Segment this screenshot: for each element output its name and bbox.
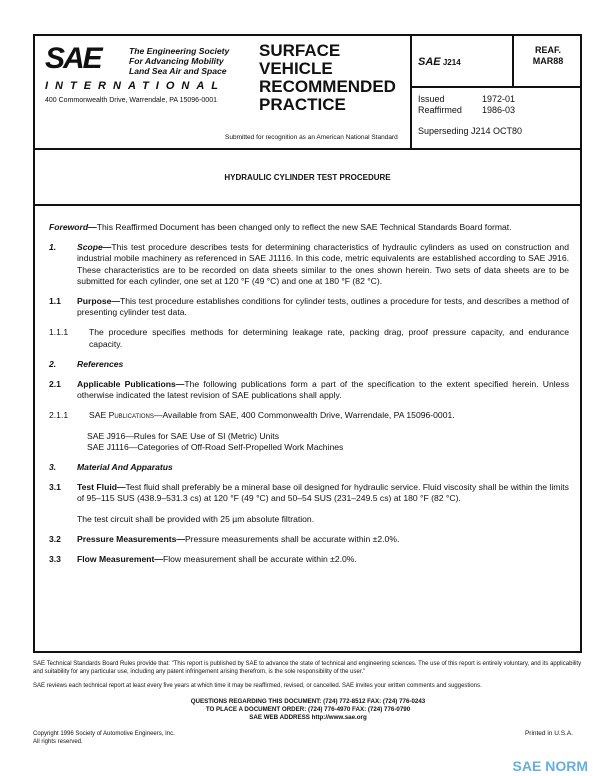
sae-logo-mark: SAE	[45, 42, 101, 75]
review-text: SAE reviews each technical report at least every five years at which time it may be reaffirmed, revised, or cancelled. SAE invites your written comments and suggestions.	[33, 683, 482, 689]
section-body: This test procedure establishes conditions for cylinder tests, outlines a procedure for tests, and describes a method of presenting cylinder test data.	[77, 296, 569, 318]
address: 400 Commonwealth Drive, Warrendale, PA 15096-0001	[45, 97, 217, 104]
section-body: This test procedure describes tests for determining characteristics of hydraulic cylinders as used on construction and industrial mobile machinery as referenced in SAE J1116. In this code, metric equivalents are established according to SAE J916. These characteristics are to be recorded on data sheets similar to the ones shown herein. Two sets of data sheets are to be submitted for each cylinder, one set at 120 °F (49 °C) and one at 180 °F (82 °C).	[77, 242, 569, 286]
section-body: The test circuit shall be provided with 25 µm absolute filtration.	[77, 513, 315, 524]
section-body: This Reaffirmed Document has been changed only to reflect the new SAE Technical Standards Board format.	[96, 222, 512, 232]
section-heading: Test Fluid—	[77, 482, 126, 493]
document-title: HYDRAULIC CYLINDER TEST PROCEDURE	[35, 150, 580, 206]
section-number: 3.2	[49, 533, 61, 544]
section-text	[89, 410, 569, 421]
doc-type	[259, 42, 396, 114]
section-heading: Applicable Publications—	[77, 379, 185, 390]
section-paragraph	[49, 327, 569, 349]
section-heading: References	[77, 358, 124, 369]
section-text	[77, 534, 569, 545]
copyright	[33, 730, 175, 746]
reference-list	[49, 431, 569, 453]
section-number: 2.1	[49, 379, 61, 390]
reaf-label: REAF.	[534, 45, 561, 55]
section-text	[77, 462, 569, 473]
doc-number	[418, 56, 461, 68]
section-number: 1.	[49, 242, 57, 253]
international-label: INTERNATIONAL	[45, 80, 226, 92]
printed-in: Printed in U.S.A.	[524, 730, 573, 737]
tagline-line: The Engineering Society	[129, 46, 230, 56]
section-body: Pressure measurements shall be accurate within ±2.0%.	[184, 533, 400, 544]
tagline-line: Land Sea Air and Space	[129, 66, 227, 76]
section-paragraph	[49, 514, 569, 525]
tagline-line: For Advancing Mobility	[129, 56, 224, 66]
section-paragraph	[49, 482, 569, 504]
section-body: Flow measurement shall be accurate within ±2.0%.	[162, 554, 357, 565]
section-body: The following publications form a part of the specification to the extent specified herein. Unless otherwise indicated the latest revision of SAE publications shall apply.	[77, 379, 570, 401]
section-paragraph	[49, 242, 569, 287]
section-body: Available from SAE, 400 Commonwealth Drive, Warrendale, PA 15096-0001.	[162, 410, 455, 421]
reaf-date: MAR88	[532, 56, 564, 66]
section-text	[77, 379, 569, 401]
section-text	[77, 554, 569, 565]
section-heading: Flow Measurement—	[77, 554, 163, 565]
section-text	[77, 514, 569, 525]
section-heading: Material And Apparatus	[77, 462, 173, 473]
sae-mark: SAE	[418, 56, 441, 68]
submitted-note: Submitted for recognition as an American National Standard	[225, 134, 398, 141]
rights-text: All rights reserved.	[33, 739, 83, 745]
section-paragraph	[49, 379, 569, 401]
section-text	[77, 359, 569, 370]
section-number: 3.3	[49, 554, 61, 565]
order-contact: TO PLACE A DOCUMENT ORDER: (724) 776-4970 FAX: (724) 776-0790	[205, 706, 411, 713]
section-number: 1.1	[49, 296, 61, 307]
footer	[33, 660, 583, 746]
section-number: 3.	[49, 462, 57, 473]
section-text	[77, 296, 569, 318]
policy-text: SAE Technical Standards Board Rules provide that: "This report is published by SAE to advance the state of technical and engineering sciences. The use of this report is entirely voluntary, and its applicability and suitability for any particular use, including any patent infringement arising therefrom, is the sole responsibility of the user."	[33, 661, 582, 675]
section-paragraph	[49, 462, 569, 473]
document-frame	[33, 34, 582, 653]
doc-type-line: VEHICLE	[259, 59, 333, 78]
dates	[412, 88, 580, 116]
section-heading: Purpose—	[77, 296, 120, 307]
society-tagline	[129, 46, 229, 76]
doc-type-line: PRACTICE	[259, 95, 346, 114]
doc-type-line: SURFACE	[259, 41, 341, 60]
doc-info	[410, 36, 580, 150]
section-paragraph	[49, 359, 569, 370]
section-heading: SAE Publications—	[89, 410, 163, 421]
section-heading: Foreword—	[49, 222, 97, 232]
section-number: 2.	[49, 358, 57, 369]
section-text	[77, 482, 569, 504]
doc-type-line: RECOMMENDED	[259, 77, 396, 96]
questions-contact: QUESTIONS REGARDING THIS DOCUMENT: (724) 772-8512 FAX: (724) 776-0243	[190, 698, 426, 705]
doc-number-text: J214	[442, 58, 461, 67]
section-paragraph	[49, 222, 569, 233]
section-body: The procedure specifies methods for determining leakage rate, packing drag, proof pressure capacity, and endurance capacity.	[89, 327, 569, 349]
issued-date: 1972-01	[482, 94, 516, 104]
section-number	[49, 514, 77, 525]
section-number: 2.1.1	[49, 410, 69, 421]
section-paragraph	[49, 534, 569, 545]
copyright-text: Copyright 1996 Society of Automotive Engineers, Inc.	[33, 731, 175, 737]
reaf-box	[512, 36, 582, 86]
section-heading: Pressure Measurements—	[77, 533, 185, 544]
section-paragraph	[49, 554, 569, 565]
reaffirmed-date: 1986-03	[482, 105, 516, 115]
section-heading: Scope—	[77, 242, 112, 253]
document-body	[49, 222, 569, 574]
section-text	[77, 242, 569, 287]
sae-logo	[45, 44, 255, 114]
section-number: 1.1.1	[49, 327, 69, 338]
section-text	[89, 327, 569, 349]
reference-item: SAE J1116—Categories of Off-Road Self-Propelled Work Machines	[87, 441, 344, 452]
reaffirmed-label: Reaffirmed	[418, 105, 462, 115]
supersedes: Superseding J214 OCT80	[418, 126, 523, 136]
issued-label: Issued	[418, 94, 445, 104]
section-body: Test fluid shall preferably be a mineral base oil designed for hydraulic service. Fluid viscosity shall be within the limits of 95–115 SUS (438.9–531.3 cs) at 120 °F (49 °C) and 50–54 SUS (231–249.5 cs) at 180 °F (82 °C).	[77, 482, 569, 504]
header	[35, 36, 580, 150]
section-number: 3.1	[49, 482, 61, 493]
section-paragraph	[49, 410, 569, 421]
reference-item: SAE J916—Rules for SAE Use of SI (Metric) Units	[87, 430, 279, 441]
watermark-logo: SAE NORM	[512, 758, 588, 774]
web-address: SAE WEB ADDRESS http://www.sae.org	[249, 714, 367, 721]
section-text	[49, 222, 569, 233]
section-paragraph	[49, 296, 569, 318]
